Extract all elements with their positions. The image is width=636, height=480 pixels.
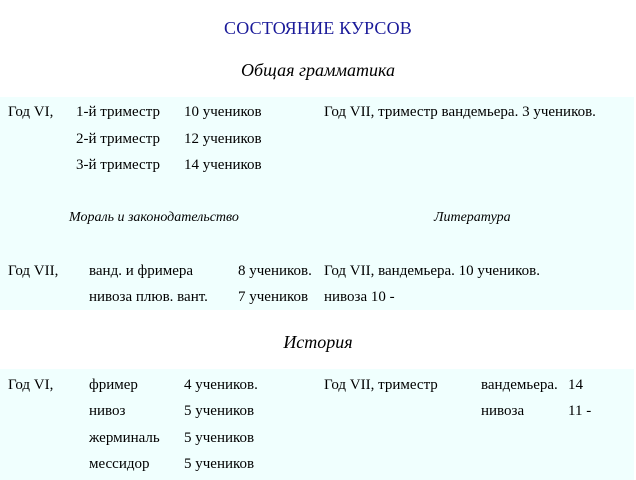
morals-row-count: 7 учеников xyxy=(238,289,309,305)
history-month: мессидор xyxy=(89,456,150,472)
history-count: 11 - xyxy=(568,403,592,419)
literature-row: нивоза 10 - xyxy=(324,289,395,305)
history-month: нивоз xyxy=(89,403,126,419)
trimester-count: 14 учеников xyxy=(184,157,262,173)
history-count: 5 учеников xyxy=(184,403,255,419)
trimester-count: 12 учеников xyxy=(184,131,262,147)
year-label: Год VII, триместр xyxy=(324,377,438,393)
trimester-name: 2-й триместр xyxy=(76,131,160,147)
literature-heading: Литература xyxy=(434,210,511,225)
section-heading-general-grammar: Общая грамматика xyxy=(241,60,395,80)
history-count: 5 учеников xyxy=(184,456,255,472)
year-vii-note: Год VII, триместр вандемьера. 3 учеников. xyxy=(324,104,596,120)
morals-row-label: нивоза плюв. вант. xyxy=(89,289,208,305)
history-count: 4 учеников. xyxy=(184,377,258,393)
morals-row-label: ванд. и фримера xyxy=(89,263,194,279)
morals-row-count: 8 учеников. xyxy=(238,263,312,279)
trimester-name: 3-й триместр xyxy=(76,157,160,173)
year-label: Год VI, xyxy=(8,377,54,393)
section-heading-history: История xyxy=(283,332,353,352)
history-month: жерминаль xyxy=(89,430,160,446)
trimester-count: 10 учеников xyxy=(184,104,262,120)
history-month: нивоза xyxy=(481,403,525,419)
literature-row: Год VII, вандемьера. 10 учеников. xyxy=(324,263,540,279)
page-title: СОСТОЯНИЕ КУРСОВ xyxy=(223,18,413,38)
general-grammar-panel xyxy=(0,97,634,189)
year-label: Год VII, xyxy=(8,263,59,279)
morals-literature-panel xyxy=(0,189,634,310)
trimester-name: 1-й триместр xyxy=(76,104,160,120)
history-month: фример xyxy=(89,377,138,393)
history-month: вандемьера. xyxy=(481,377,558,393)
history-panel xyxy=(0,369,634,480)
history-count: 14 xyxy=(568,377,583,393)
year-label: Год VI, xyxy=(8,104,54,120)
morals-heading: Мораль и законодательство xyxy=(69,210,239,225)
history-count: 5 учеников xyxy=(184,430,255,446)
